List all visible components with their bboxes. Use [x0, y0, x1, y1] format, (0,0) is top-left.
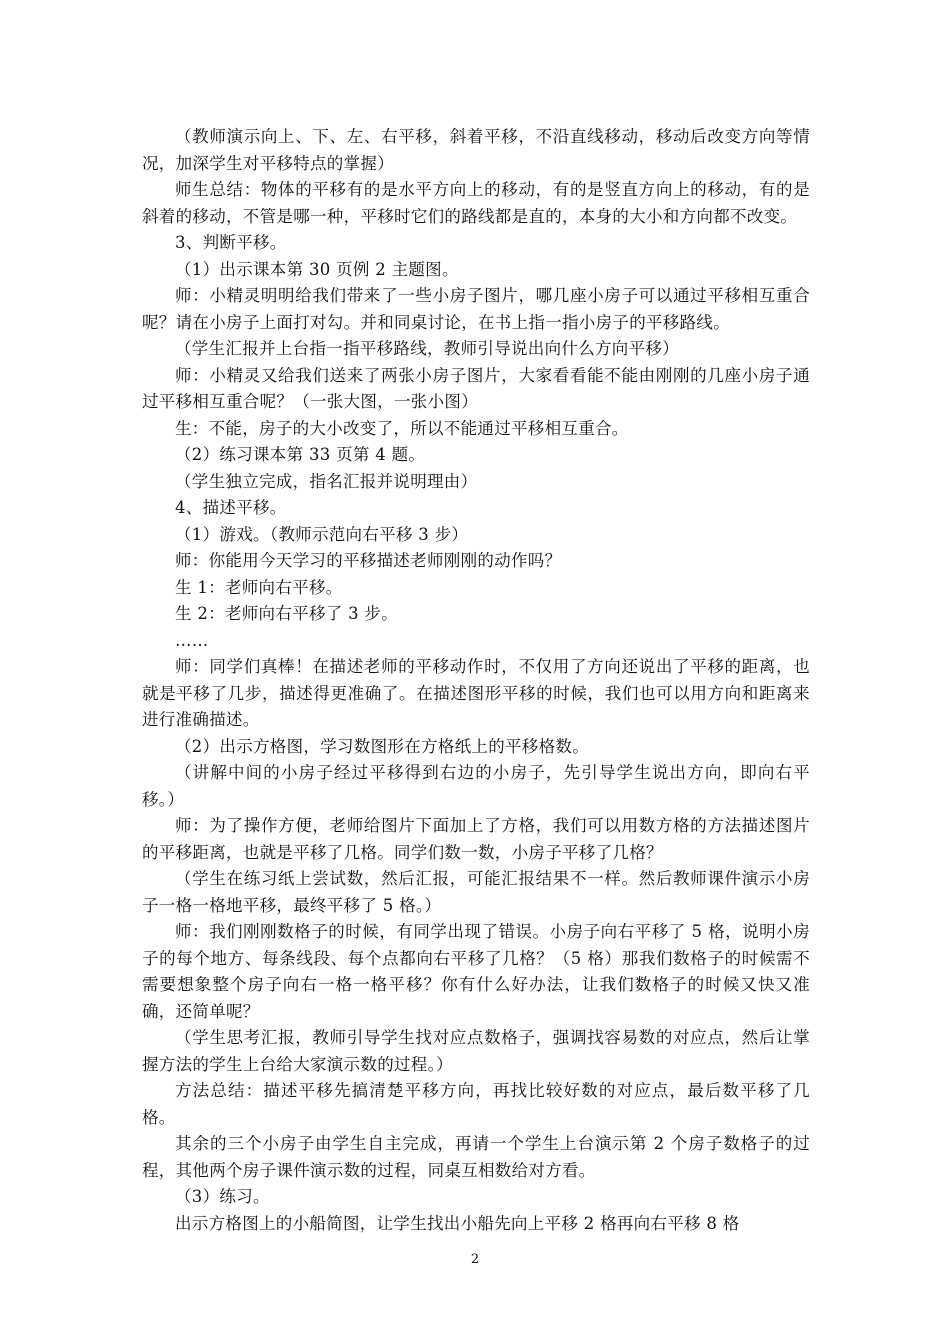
paragraph-20: 师：为了操作方便，老师给图片下面加上了方格，我们可以用数方格的方法描述图片的平移距离，也就是平移了几格。同学们数一数，小房子平移了几格？ — [142, 816, 810, 862]
paragraph-6: （学生汇报并上台指一指平移路线，教师引导说出向什么方向平移） — [175, 339, 679, 358]
paragraph-16: …… — [175, 630, 209, 650]
paragraph-9: （2）练习课本第 33 页第 4 题。 — [175, 445, 426, 464]
page-number: 2 — [470, 1252, 480, 1267]
paragraph-5: 师：小精灵明明给我们带来了一些小房子图片，哪几座小房子可以通过平移相互重合呢？请在小房子上面打对勾。并和同桌讨论，在书上指一指小房子的平移路线。 — [142, 286, 810, 332]
paragraph-24: 方法总结：描述平移先搞清楚平移方向，再找比较好数的对应点，最后数平移了几格。 — [142, 1081, 810, 1127]
paragraph-22: 师：我们刚刚数格子的时候，有同学出现了错误。小房子向右平移了 5 格，说明小房子的每个地方、每条线段、每个点都向右平移了几格？（5 格）那我们数格子的时候需不需要想象整个房子向右一格一格平移？你有什么好办法，让我们数格子的时候又快又准确，还简单呢？ — [142, 922, 810, 1021]
paragraph-13: 师：你能用今天学习的平移描述老师刚刚的动作吗？ — [175, 551, 562, 570]
body-text — [142, 124, 810, 1237]
paragraph-23: （学生思考汇报，教师引导学生找对应点数格子，强调找容易数的对应点，然后让掌握方法的学生上台给大家演示数的过程。） — [142, 1028, 810, 1074]
paragraph-25: 其余的三个小房子由学生自主完成，再请一个学生上台演示第 2 个房子数格子的过程，其他两个房子课件演示数的过程，同桌互相数给对方看。 — [142, 1134, 810, 1180]
paragraph-12: （1）游戏。（教师示范向右平移 3 步） — [175, 524, 469, 544]
paragraph-26: （3）练习。 — [175, 1187, 270, 1206]
paragraph-27: 出示方格图上的小船简图，让学生找出小船先向上平移 2 格再向右平移 8 格 — [175, 1213, 740, 1233]
paragraph-15: 生 2：老师向右平移了 3 步。 — [175, 604, 399, 623]
paragraph-21: （学生在练习纸上尝试数，然后汇报，可能汇报结果不一样。然后教师课件演示小房子一格一格地平移，最终平移了 5 格。） — [142, 869, 810, 915]
paragraph-17: 师：同学们真棒！在描述老师的平移动作时，不仅用了方向还说出了平移的距离，也就是平移了几步，描述得更准确了。在描述图形平移的时候，我们也可以用方向和距离来进行准确描述。 — [142, 657, 810, 729]
paragraph-8: 生：不能，房子的大小改变了，所以不能通过平移相互重合。 — [175, 418, 629, 438]
paragraph-2: 师生总结：物体的平移有的是水平方向上的移动，有的是竖直方向上的移动，有的是斜着的移动，不管是哪一种，平移时它们的路线都是直的，本身的大小和方向都不改变。 — [142, 180, 810, 226]
paragraph-19: （讲解中间的小房子经过平移得到右边的小房子，先引导学生说出方向，即向右平移。） — [142, 763, 810, 809]
paragraph-18: （2）出示方格图，学习数图形在方格纸上的平移格数。 — [175, 736, 589, 756]
paragraph-4: （1）出示课本第 30 页例 2 主题图。 — [175, 259, 459, 279]
paragraph-10: （学生独立完成，指名汇报并说明理由） — [175, 471, 478, 491]
paragraph-1: （教师演示向上、下、左、右平移，斜着平移，不沿直线移动，移动后改变方向等情况，加深学生对平移特点的掌握） — [142, 127, 810, 173]
paragraph-11: 4、描述平移。 — [175, 498, 287, 517]
paragraph-14: 生 1：老师向右平移。 — [175, 577, 343, 597]
paragraph-7: 师：小精灵又给我们送来了两张小房子图片，大家看看能不能由刚刚的几座小房子通过平移相互重合呢？（一张大图，一张小图） — [142, 365, 810, 411]
paragraph-3: 3、判断平移。 — [175, 233, 287, 252]
